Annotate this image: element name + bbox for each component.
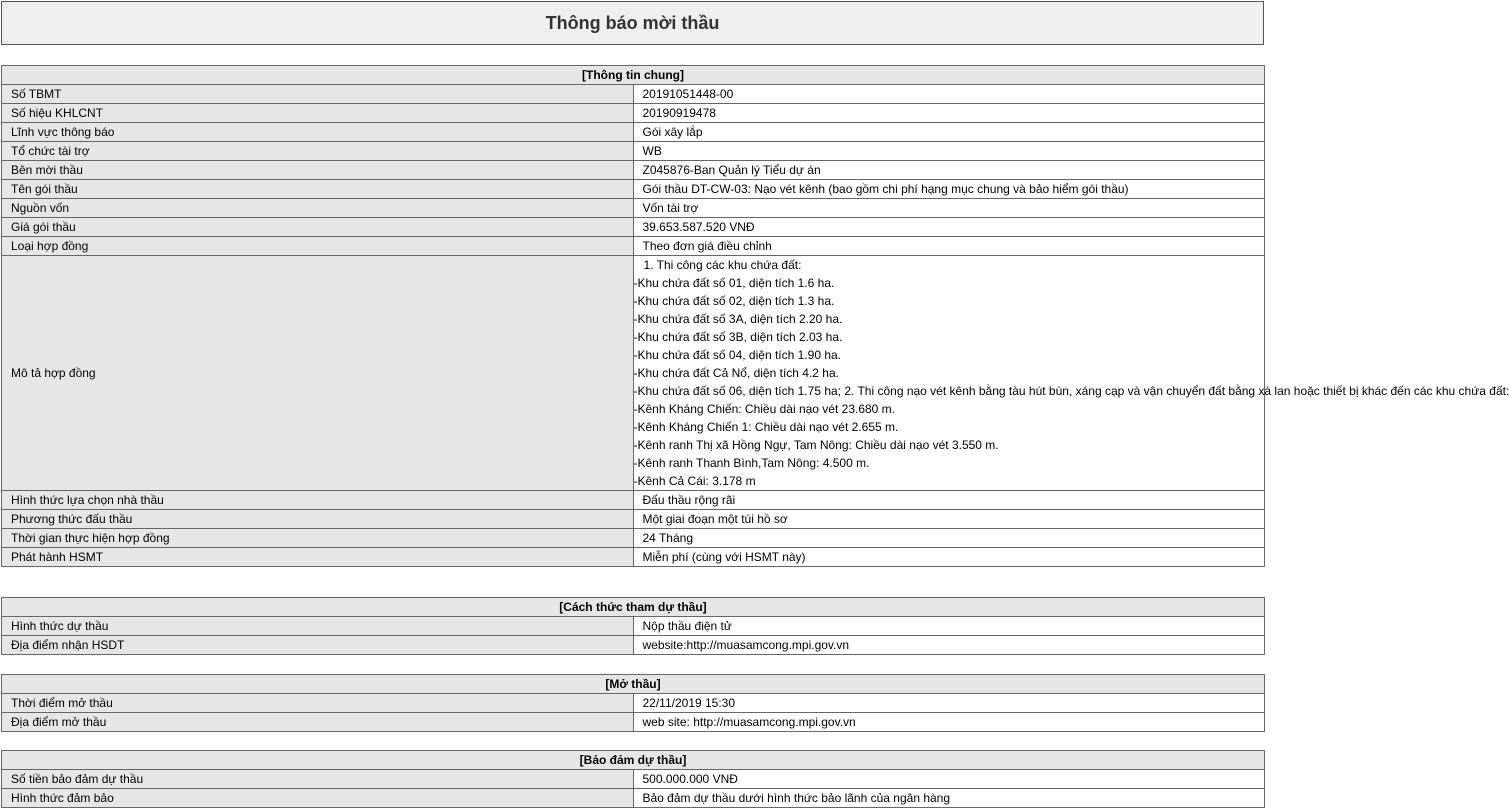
description-line: -Kênh ranh Thanh Bình,Tam Nông: 4.500 m. (633, 456, 870, 470)
opening-table (1, 674, 1265, 732)
row-value: 500.000.000 VNĐ (633, 770, 1265, 789)
row-value: Gói xây lắp (633, 123, 1265, 142)
table-row (2, 218, 1265, 237)
row-value: Đấu thầu rộng rãi (633, 491, 1265, 510)
table-row (2, 491, 1265, 510)
description-line: -Khu chứa đất số 06, diện tích 1.75 ha; 2. Thi công nạo vét kênh bằng tàu hút bùn, xáng cạp và vận chuyển đất bằng xà lan hoặc thiết bị khác đến các khu chứa đất: (633, 384, 1509, 398)
table-row (2, 161, 1265, 180)
description-line: -Khu chứa đất số 3B, diện tích 2.03 ha. (633, 330, 843, 344)
row-value: Gói thầu DT-CW-03: Nạo vét kênh (bao gồm chi phí hạng mục chung và bảo hiểm gói thầu) (633, 180, 1265, 199)
description-line: -Khu chứa đất số 01, diện tích 1.6 ha. (633, 276, 835, 290)
row-value: Theo đơn giá điều chỉnh (633, 237, 1265, 256)
row-label: Bên mời thầu (2, 161, 634, 180)
row-label: Hình thức lựa chọn nhà thầu (2, 491, 634, 510)
row-value: Một giai đoạn một túi hồ sơ (633, 510, 1265, 529)
row-label: Loại hợp đồng (2, 237, 634, 256)
table-row (2, 199, 1265, 218)
description-line: -Kênh ranh Thị xã Hồng Ngự, Tam Nông: Chiều dài nạo vét 3.550 m. (633, 438, 999, 452)
table-row (2, 123, 1265, 142)
section-header-participation: [Cách thức tham dự thầu] (2, 598, 1265, 617)
row-label: Hình thức dự thầu (2, 617, 634, 636)
title-box (1, 1, 1264, 45)
section-header-general: [Thông tin chung] (2, 66, 1265, 85)
description-line: -Khu chứa đất Cả Nổ, diện tích 4.2 ha. (633, 366, 839, 380)
page-title: Thông báo mời thầu (545, 12, 720, 33)
row-value: 22/11/2019 15:30 (633, 694, 1265, 713)
row-label: Giá gói thầu (2, 218, 634, 237)
table-row (2, 694, 1265, 713)
table-row (2, 789, 1265, 808)
row-label: Phương thức đấu thầu (2, 510, 634, 529)
description-line: -Khu chứa đất số 3A, diện tích 2.20 ha. (633, 312, 843, 326)
row-label: Thời gian thực hiện hợp đồng (2, 529, 634, 548)
description-line: 1. Thi công các khu chứa đất: (643, 258, 802, 272)
row-label: Lĩnh vực thông báo (2, 123, 634, 142)
row-value: 39.653.587.520 VNĐ (633, 218, 1265, 237)
row-label: Địa điểm nhận HSDT (2, 636, 634, 655)
row-label: Hình thức đảm bảo (2, 789, 634, 808)
section-header-opening: [Mở thầu] (2, 675, 1265, 694)
table-row (2, 180, 1265, 199)
row-value: Nộp thầu điện tử (633, 617, 1265, 636)
table-row (2, 548, 1265, 567)
table-row (2, 529, 1265, 548)
table-row (2, 770, 1265, 789)
row-label: Tên gói thầu (2, 180, 634, 199)
row-label: Tổ chức tài trợ (2, 142, 634, 161)
table-row (2, 617, 1265, 636)
description-line: -Kênh Cả Cái: 3.178 m (633, 474, 756, 488)
table-row (2, 636, 1265, 655)
description-line: -Khu chứa đất số 04, diện tích 1.90 ha. (633, 348, 842, 362)
row-value: Z045876-Ban Quản lý Tiểu dự án (633, 161, 1265, 180)
table-row (2, 237, 1265, 256)
general-info-table (1, 65, 1509, 567)
description-line: -Kênh Kháng Chiến: Chiều dài nạo vét 23.680 m. (633, 402, 896, 416)
row-label: Số tiền bảo đảm dự thầu (2, 770, 634, 789)
description-line: -Kênh Kháng Chiến 1: Chiều dài nạo vét 2.655 m. (633, 420, 899, 434)
row-value: Bảo đảm dự thầu dưới hình thức bảo lãnh của ngân hàng (633, 789, 1265, 808)
row-value: Miễn phí (cùng với HSMT này) (633, 548, 1265, 567)
row-label: Phát hành HSMT (2, 548, 634, 567)
section-header-guarantee: [Bảo đảm dự thầu] (2, 751, 1265, 770)
row-value: Vốn tài trợ (633, 199, 1265, 218)
row-value: website:http://muasamcong.mpi.gov.vn (633, 636, 1265, 655)
table-row (2, 85, 1265, 104)
table-row (2, 142, 1265, 161)
row-label: Nguồn vốn (2, 199, 634, 218)
row-label: Địa điểm mở thầu (2, 713, 634, 732)
row-value: 20191051448-00 (633, 85, 1265, 104)
guarantee-table (1, 750, 1265, 808)
row-value: 24 Tháng (633, 529, 1265, 548)
row-value: 20190919478 (633, 104, 1265, 123)
row-label: Thời điểm mở thầu (2, 694, 634, 713)
table-row (2, 713, 1265, 732)
table-row (2, 104, 1265, 123)
row-label: Số TBMT (2, 85, 634, 104)
row-value: web site: http://muasamcong.mpi.gov.vn (633, 713, 1265, 732)
row-label: Mô tả hợp đồng (2, 256, 634, 491)
contract-description (633, 256, 1509, 491)
participation-table (1, 597, 1265, 655)
row-label: Số hiệu KHLCNT (2, 104, 634, 123)
table-row-description (2, 256, 1265, 491)
description-line: -Khu chứa đất số 02, diện tích 1.3 ha. (633, 294, 835, 308)
table-row (2, 510, 1265, 529)
row-value: WB (633, 142, 1265, 161)
